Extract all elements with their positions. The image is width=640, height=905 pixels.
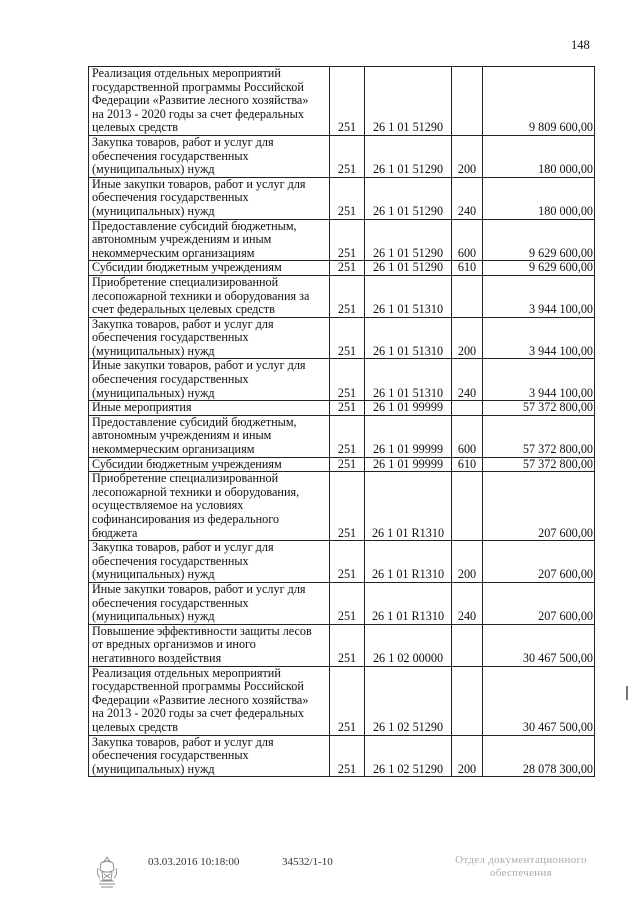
row-vr-cell: 600 — [452, 415, 483, 457]
row-amount-cell: 9 809 600,00 — [483, 67, 595, 136]
row-name-line: некоммерческим организациям — [92, 245, 255, 260]
row-csr-cell: 26 1 02 51290 — [365, 666, 452, 735]
row-name-line: (муниципальных) нужд — [92, 609, 215, 624]
page-number: 148 — [571, 38, 590, 52]
row-name-line: целевых средств — [92, 719, 178, 734]
row-csr-cell: 26 1 01 R1310 — [365, 582, 452, 624]
row-name-line: Повышение эффективности защиты лесов — [92, 623, 312, 638]
row-csr-cell: 26 1 02 00000 — [365, 624, 452, 666]
row-name-line: (муниципальных) нужд — [92, 162, 215, 177]
row-code-cell: 251 — [330, 541, 365, 583]
row-name-cell — [89, 135, 330, 177]
row-name-line: счет федеральных целевых средств — [92, 302, 275, 317]
row-vr-cell — [452, 472, 483, 541]
row-csr-cell: 26 1 01 51290 — [365, 135, 452, 177]
row-vr-cell: 200 — [452, 541, 483, 583]
row-name-cell — [89, 177, 330, 219]
row-name-line: на 2013 - 2020 годы за счет федеральных — [92, 706, 304, 721]
row-name-line: государственной программы Российской — [92, 679, 304, 694]
row-name-cell — [89, 472, 330, 541]
footer-department-line1: Отдел документационного — [455, 854, 587, 866]
footer-date: 03.03.2016 10:18:00 — [148, 856, 240, 868]
table-row — [89, 177, 595, 219]
row-name-line: негативного воздействия — [92, 650, 222, 665]
row-vr-cell — [452, 401, 483, 416]
row-vr-cell — [452, 624, 483, 666]
table-row — [89, 415, 595, 457]
row-name-line: (муниципальных) нужд — [92, 567, 215, 582]
table-row — [89, 67, 595, 136]
row-name-line: Субсидии бюджетным учреждениям — [92, 456, 282, 471]
row-name-line: от вредных организмов и иного — [92, 637, 256, 652]
row-code-cell: 251 — [330, 317, 365, 359]
row-code-cell: 251 — [330, 472, 365, 541]
table-row — [89, 735, 595, 777]
row-name-line: Федерации «Развитие лесного хозяйства» — [92, 93, 309, 108]
row-csr-cell: 26 1 01 51290 — [365, 261, 452, 276]
row-amount-cell: 57 372 800,00 — [483, 401, 595, 416]
row-name-line: Предоставление субсидий бюджетным, — [92, 218, 297, 233]
row-code-cell: 251 — [330, 219, 365, 261]
row-amount-cell: 3 944 100,00 — [483, 275, 595, 317]
row-csr-cell: 26 1 01 R1310 — [365, 541, 452, 583]
row-code-cell: 251 — [330, 415, 365, 457]
table-row — [89, 219, 595, 261]
row-name-line: обеспечения государственных — [92, 595, 249, 610]
row-code-cell: 251 — [330, 401, 365, 416]
row-name-line: Предоставление субсидий бюджетным, — [92, 414, 297, 429]
row-csr-cell: 26 1 01 51310 — [365, 275, 452, 317]
row-csr-cell: 26 1 01 51290 — [365, 219, 452, 261]
table-row — [89, 666, 595, 735]
row-name-line: осуществляемое на условиях — [92, 498, 244, 513]
row-code-cell: 251 — [330, 67, 365, 136]
row-code-cell: 251 — [330, 261, 365, 276]
row-vr-cell: 610 — [452, 457, 483, 472]
footer-doc-number: 34532/1-10 — [282, 856, 333, 868]
row-name-cell — [89, 582, 330, 624]
row-code-cell: 251 — [330, 135, 365, 177]
row-amount-cell: 30 467 500,00 — [483, 666, 595, 735]
row-csr-cell: 26 1 01 99999 — [365, 415, 452, 457]
footer-department-line2: обеспечения — [489, 867, 553, 879]
coat-of-arms-icon — [92, 854, 122, 890]
table-body — [89, 67, 595, 777]
row-csr-cell: 26 1 01 99999 — [365, 401, 452, 416]
row-name-line: (муниципальных) нужд — [92, 203, 215, 218]
row-name-line: целевых средств — [92, 120, 178, 135]
row-vr-cell: 600 — [452, 219, 483, 261]
row-name-cell — [89, 415, 330, 457]
row-name-line: обеспечения государственных — [92, 372, 249, 387]
row-name-line: бюджета — [92, 525, 138, 540]
row-amount-cell: 207 600,00 — [483, 541, 595, 583]
table-row — [89, 541, 595, 583]
row-csr-cell: 26 1 01 51310 — [365, 359, 452, 401]
row-amount-cell: 3 944 100,00 — [483, 359, 595, 401]
row-vr-cell: 200 — [452, 317, 483, 359]
row-name-line: (муниципальных) нужд — [92, 761, 215, 776]
row-name-line: софинансирования из федерального — [92, 512, 279, 526]
row-name-line: автономным учреждениям и иным — [92, 428, 272, 443]
table-row — [89, 472, 595, 541]
row-name-line: Федерации «Развитие лесного хозяйства» — [92, 692, 309, 707]
row-csr-cell: 26 1 02 51290 — [365, 735, 452, 777]
row-name-line: обеспечения государственных — [92, 553, 249, 568]
row-code-cell: 251 — [330, 582, 365, 624]
row-amount-cell: 207 600,00 — [483, 582, 595, 624]
row-csr-cell: 26 1 01 99999 — [365, 457, 452, 472]
row-amount-cell: 180 000,00 — [483, 135, 595, 177]
row-name-line: (муниципальных) нужд — [92, 343, 215, 358]
row-amount-cell: 28 078 300,00 — [483, 735, 595, 777]
row-name-line: лесопожарной техники и оборудования за — [92, 288, 310, 303]
table-row — [89, 401, 595, 416]
row-code-cell: 251 — [330, 666, 365, 735]
row-name-line: (муниципальных) нужд — [92, 385, 215, 400]
row-name-line: лесопожарной техники и оборудования, — [92, 484, 300, 499]
row-name-line: Приобретение специализированной — [92, 274, 279, 289]
table-row — [89, 582, 595, 624]
row-name-cell — [89, 359, 330, 401]
row-name-line: Закупка товаров, работ и услуг для — [92, 540, 274, 555]
row-name-line: обеспечения государственных — [92, 190, 249, 205]
row-name-cell — [89, 666, 330, 735]
table-row — [89, 261, 595, 276]
table-row — [89, 317, 595, 359]
row-code-cell: 251 — [330, 624, 365, 666]
row-csr-cell: 26 1 01 R1310 — [365, 472, 452, 541]
row-name-cell — [89, 624, 330, 666]
table-row — [89, 135, 595, 177]
row-name-line: Реализация отдельных мероприятий — [92, 665, 281, 680]
row-name-cell — [89, 317, 330, 359]
table-row — [89, 275, 595, 317]
row-amount-cell: 3 944 100,00 — [483, 317, 595, 359]
row-name-line: Иные закупки товаров, работ и услуг для — [92, 358, 306, 373]
row-name-line: автономным учреждениям и иным — [92, 232, 272, 247]
row-name-line: Закупка товаров, работ и услуг для — [92, 316, 274, 331]
row-amount-cell: 9 629 600,00 — [483, 219, 595, 261]
row-csr-cell: 26 1 01 51290 — [365, 67, 452, 136]
row-name-cell — [89, 457, 330, 472]
row-name-line: Приобретение специализированной — [92, 471, 279, 486]
row-name-line: Закупка товаров, работ и услуг для — [92, 734, 274, 749]
row-name-cell — [89, 735, 330, 777]
row-amount-cell: 207 600,00 — [483, 472, 595, 541]
table-row — [89, 457, 595, 472]
table-row — [89, 359, 595, 401]
row-code-cell: 251 — [330, 177, 365, 219]
row-name-cell — [89, 275, 330, 317]
table-row — [89, 624, 595, 666]
row-name-line: Реализация отдельных мероприятий — [92, 66, 281, 80]
row-vr-cell — [452, 275, 483, 317]
row-name-line: Иные закупки товаров, работ и услуг для — [92, 581, 306, 596]
row-vr-cell — [452, 666, 483, 735]
row-name-line: на 2013 - 2020 годы за счет федеральных — [92, 106, 304, 121]
row-name-line: Субсидии бюджетным учреждениям — [92, 260, 282, 275]
row-vr-cell — [452, 67, 483, 136]
row-code-cell: 251 — [330, 457, 365, 472]
row-name-line: государственной программы Российской — [92, 79, 304, 94]
row-name-line: некоммерческим организациям — [92, 442, 255, 457]
budget-table — [88, 66, 595, 777]
row-code-cell: 251 — [330, 735, 365, 777]
page-footer — [0, 848, 640, 898]
margin-mark — [626, 686, 628, 700]
footer-department — [446, 854, 596, 880]
row-amount-cell: 180 000,00 — [483, 177, 595, 219]
row-name-line: Закупка товаров, работ и услуг для — [92, 134, 274, 149]
row-name-line: Иные мероприятия — [92, 400, 192, 415]
row-amount-cell: 9 629 600,00 — [483, 261, 595, 276]
row-amount-cell: 30 467 500,00 — [483, 624, 595, 666]
row-vr-cell: 200 — [452, 135, 483, 177]
row-name-line: обеспечения государственных — [92, 748, 249, 763]
row-code-cell: 251 — [330, 359, 365, 401]
row-name-cell — [89, 401, 330, 416]
row-name-cell — [89, 261, 330, 276]
row-name-line: обеспечения государственных — [92, 330, 249, 345]
row-vr-cell: 240 — [452, 177, 483, 219]
row-name-cell — [89, 541, 330, 583]
row-amount-cell: 57 372 800,00 — [483, 415, 595, 457]
row-vr-cell: 610 — [452, 261, 483, 276]
row-name-cell — [89, 67, 330, 136]
row-amount-cell: 57 372 800,00 — [483, 457, 595, 472]
row-code-cell: 251 — [330, 275, 365, 317]
row-vr-cell: 240 — [452, 359, 483, 401]
row-csr-cell: 26 1 01 51290 — [365, 177, 452, 219]
row-name-line: Иные закупки товаров, работ и услуг для — [92, 176, 306, 191]
row-csr-cell: 26 1 01 51310 — [365, 317, 452, 359]
row-vr-cell: 240 — [452, 582, 483, 624]
row-vr-cell: 200 — [452, 735, 483, 777]
row-name-cell — [89, 219, 330, 261]
row-name-line: обеспечения государственных — [92, 148, 249, 163]
